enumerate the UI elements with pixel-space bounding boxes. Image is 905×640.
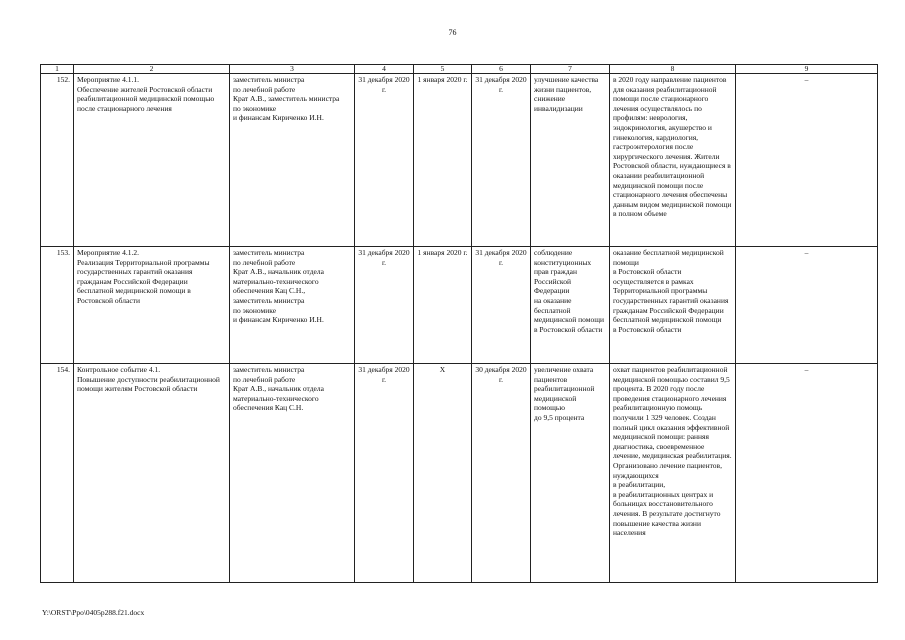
responsible: заместитель министра по лечебной работе Крат А.В., начальник отдела материально-технического обеспечения Кац С.Н.	[230, 364, 355, 583]
event-name: Мероприятие 4.1.2. Реализация Территориальной программы государственных гарантий оказания гражданам Российской Федерации бесплатной медицинской помощи в Ростовской области	[74, 247, 230, 364]
start-date: 1 января 2020 г.	[414, 247, 472, 364]
col-header-8: 8	[610, 65, 736, 74]
col-header-2: 2	[74, 65, 230, 74]
result-planned: соблюдение конституционных прав граждан Российской Федерации на оказание бесплатной медицинской помощи в Ростовской области	[531, 247, 610, 364]
footer-file-path: Y:\ORST\Ppo\0405p288.f21.docx	[42, 608, 145, 617]
result-actual: охват пациентов реабилитационной медицинской помощью составил 9,5 процента. В 2020 году после проведения стационарного лечения реабилитационную помощь получили 1 329 человек. Создан полный цикл оказания эффективной медицинской помощи: ранняя диагностика, своевременное лечение, медицинская реабилитация. Организовано лечение пациентов, нуждающихся в реабилитации, в реабилитационных центрах и больницах восстановительного лечения. В результате достигнуто повышение качества жизни населения	[610, 364, 736, 583]
responsible: заместитель министра по лечебной работе Крат А.В., начальник отдела материально-технического обеспечения Кац С.Н., заместитель министра по экономике и финансам Кириченко И.Н.	[230, 247, 355, 364]
plan-date: 31 декабря 2020 г.	[355, 247, 414, 364]
problems: –	[736, 364, 878, 583]
event-name: Мероприятие 4.1.1. Обеспечение жителей Ростовской области реабилитационной медицинской помощью после стационарного лечения	[74, 74, 230, 247]
header-row	[41, 65, 878, 74]
table-row	[41, 74, 878, 247]
col-header-4: 4	[355, 65, 414, 74]
result-planned: улучшение качества жизни пациентов, снижение инвалидизации	[531, 74, 610, 247]
result-actual: оказание бесплатной медицинской помощи в Ростовской области осуществляется в рамках Территориальной программы государственных гарантий оказания гражданам Российской Федерации бесплатной медицинской помощи в Ростовской области	[610, 247, 736, 364]
row-number: 153.	[41, 247, 74, 364]
end-date: 31 декабря 2020 г.	[472, 247, 531, 364]
problems: –	[736, 74, 878, 247]
end-date: 31 декабря 2020 г.	[472, 74, 531, 247]
row-number: 154.	[41, 364, 74, 583]
col-header-6: 6	[472, 65, 531, 74]
event-name: Контрольное событие 4.1. Повышение доступности реабилитационной помощи жителям Ростовской области	[74, 364, 230, 583]
start-date: 1 января 2020 г.	[414, 74, 472, 247]
row-number: 152.	[41, 74, 74, 247]
table-row	[41, 247, 878, 364]
col-header-9: 9	[736, 65, 878, 74]
col-header-5: 5	[414, 65, 472, 74]
result-actual: в 2020 году направление пациентов для оказания реабилитационной помощи после стационарного лечения осуществлялось по профилям: неврология, эндокринология, акушерство и гинекология, кардиология, гастроэнтерология после хирургического лечения. Жители Ростовской области, нуждающиеся в оказании реабилитационной медицинской помощи после стационарного лечения обеспечены данным видом медицинской помощи в полном объеме	[610, 74, 736, 247]
end-date: 30 декабря 2020 г.	[472, 364, 531, 583]
result-planned: увеличение охвата пациентов реабилитационной медицинской помощью до 9,5 процента	[531, 364, 610, 583]
col-header-1: 1	[41, 65, 74, 74]
table-row	[41, 364, 878, 583]
start-date: Х	[414, 364, 472, 583]
page-number: 76	[448, 28, 457, 37]
plan-date: 31 декабря 2020 г.	[355, 364, 414, 583]
responsible: заместитель министра по лечебной работе Крат А.В., заместитель министра по экономике и финансам Кириченко И.Н.	[230, 74, 355, 247]
col-header-7: 7	[531, 65, 610, 74]
report-table	[40, 64, 878, 583]
col-header-3: 3	[230, 65, 355, 74]
plan-date: 31 декабря 2020 г.	[355, 74, 414, 247]
problems: –	[736, 247, 878, 364]
